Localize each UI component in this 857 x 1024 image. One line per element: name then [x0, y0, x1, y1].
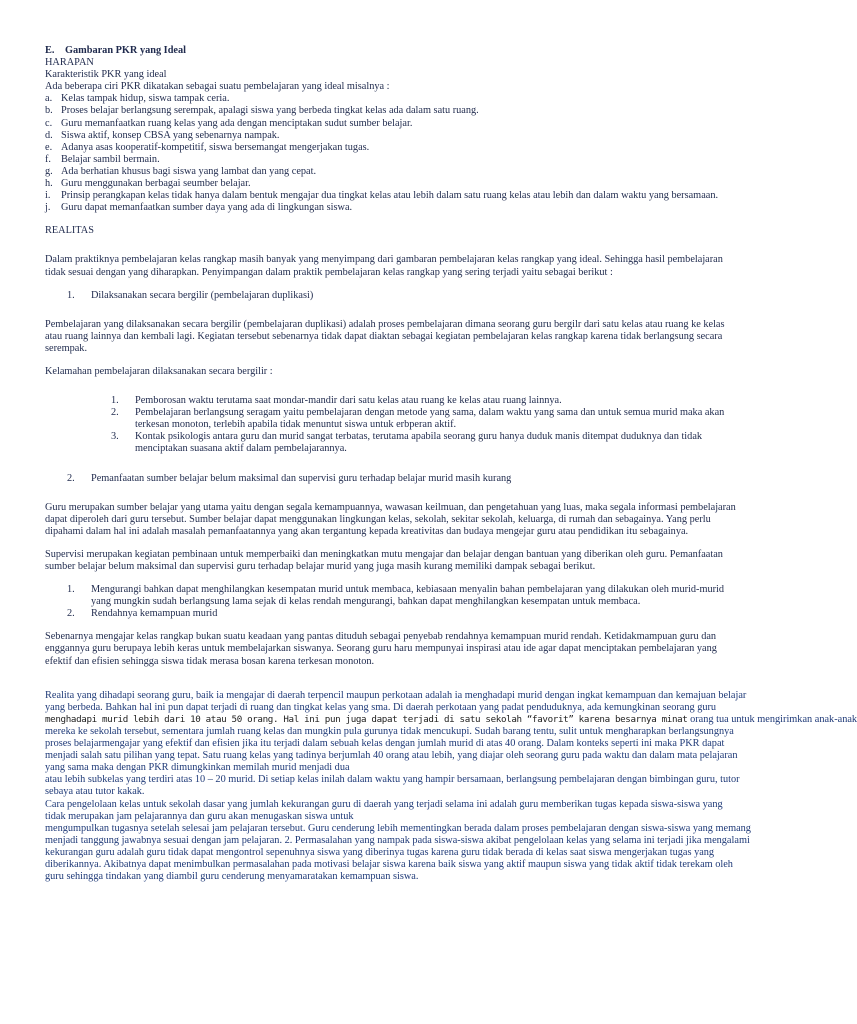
list-item: h. Guru menggunakan berbagai seumber belajar. [45, 178, 251, 190]
list-item: b. Proses belajar berlangsung serempak, apalagi siswa yang berbeda tingkat kelas ada dalam satu ruang. [45, 105, 479, 117]
list-item: j. Guru dapat memanfaatkan sumber daya yang ada di lingkungan siswa. [45, 202, 353, 214]
list-item: 1. Pemborosan waktu terutama saat mondar-mandir dari satu kelas atau ruang ke kelas atau ruang lainnya. [111, 395, 562, 407]
list-item: g. Ada berhatian khusus bagi siswa yang lambat dan yang cepat. [45, 165, 317, 177]
kelemahan-list [45, 395, 725, 455]
point-1-heading: 1. Dilaksanakan secara bergilir (pembelajaran duplikasi) [67, 289, 314, 301]
karakteristik-label: Karakteristik PKR yang ideal [45, 69, 167, 81]
section-number: E. [45, 45, 55, 56]
list-item: d. Siswa aktif, konsep CBSA yang sebenarnya nampak. [45, 129, 280, 141]
sebenarnya-paragraph: Sebenarnya mengajar kelas rangkap bukan suatu keadaan yang pantas dituduh sebagai penyebab rendahnya kemampuan murid rendah. Ketidakmampuan guru dan enggannya guru berupaya lebih keras untuk membelajarkan siswanya. Seorang guru haru mempunyai inspirasi atau ide agar dapat menciptakan pembelajaran yang efektif dan efisien sehingga siswa tidak merasa bosan karena terkesan monoton. [45, 631, 717, 667]
realitas-label: REALITAS [45, 225, 94, 237]
list-item: 3. Kontak psikologis antara guru dan murid sangat terbatas, terutama apabila seorang guru hanya duduk manis ditempat duduknya dan tidak menciptakan suasana aktif dalam pembelajarannya. [111, 431, 703, 455]
handwritten-style-text: menghadapi murid lebih dari 10 atau 50 orang. Hal ini pun juga dapat terjadi di satu sekolah “favorit” karena besarnya minat [45, 713, 688, 725]
list-item: 2. Pembelajaran berlangsung seragam yaitu pembelajaran dengan metode yang sama, dalam waktu yang sama dan untuk semua murid maka akan terkesan monoton, terlebih apabila tidak menuntut siswa untuk erbperan aktif. [111, 407, 725, 431]
realitas-paragraph: Dalam praktiknya pembelajaran kelas rangkap masih banyak yang menyimpang dari gambaran pembelajaran kelas rangkap yang ideal. Sehingga hasil pembelajaran tidak sesuai dengan yang diharapkan. Penyimpangan dalam praktik pembelajaran kelas rangkap yang sering terjadi yaitu sebagai berikut : [45, 254, 723, 278]
realita-mixed-line: menghadapi murid lebih dari 10 atau 50 orang. Hal ini pun juga dapat terjadi di satu sekolah “favorit” karena besarnya minat orang tua untuk mengirimkan anak-anak [45, 713, 857, 725]
harapan-label: HARAPAN [45, 57, 94, 69]
point-2-paragraph: Guru merupakan sumber belajar yang utama yaitu dengan segala kemampuannya, wawasan keilmuan, dan pengetahuan yang luas, maka segala informasi pembelajaran dapat diperoleh dari guru tersebut. Sumber belajar dapat menggunakan lingkungan kelas, sekolah, sekitar sekolah, keluarga, di rumah dan sebagainya. Yang perlu dipahami dalam hal ini adalah masalah pemanfaatannya yang akan tergantung kepada kreativitas dan budaya mengejar guru atau pendidikan itu sebagainya. [45, 501, 736, 537]
point-1-paragraph: Pembelajaran yang dilaksanakan secara bergilir (pembelajaran duplikasi) adalah proses pembelajaran dimana seorang guru bergilr dari satu kelas atau ruang ke kelas atau ruang lainnya dan kembali lagi. Kegiatan tersebut sebenarnya tidak dapat diaktan sebagai kegiatan pembelajaran kelas rangkap karena tidak berlangsung secara serempak. [45, 318, 725, 354]
dampak-list [45, 584, 725, 620]
list-item: 1. Mengurangi bahkan dapat menghilangkan kesempatan murid untuk membaca, kebiasaan menyalin bahan pembelajaran yang dilakukan oleh murid-murid yang mungkin sudah berlangsung lama sejak di kelas rendah mengurangi, bahkan dapat menghilangkan kesempatan untuk membaca. [67, 584, 725, 608]
section-title: Gambaran PKR yang Ideal [65, 45, 186, 56]
supervisi-paragraph: Supervisi merupakan kegiatan pembinaan untuk memperbaiki dan meningkatkan mutu mengajar dan belajar dengan bantuan yang diberikan oleh guru. Pemanfaatan sumber belajar belum maksimal dan supervisi guru terhadap belajar murid yang juga masih kurang memiliki dampak sebagai berikut. [45, 548, 723, 572]
list-item: 2. Rendahnya kemampuan murid [67, 608, 218, 620]
realita-paragraph: Realita yang dihadapi seorang guru, baik ia mengajar di daerah terpencil maupun perkotaan adalah ia menghadapi murid dengan ingkat kemampuan dan kemajuan belajar yang berbeda. Bahkan hal ini pun dapat terjadi di ruang dan tingkat kelas yang sma. Di daerah perkotaan yang padat penduduknya, ada kemungkinan seorang guru menghadapi murid lebih dari 10 atau 50 orang. Hal ini pun juga dapat terjadi di satu sekolah “favorit” karena besarnya minat orang tua untuk mengirimkan anak-anak mereka ke sekolah tersebut, sementara jumlah ruang kelas dan mungkin pula gurunya tidak mencukupi. Sudah barang tentu, sulit untuk mengharapkan berlangsungnya proses belajarmengajar yang efektif dan efisien jika itu terjadi dalam sebuah kelas dengan jumlah murid di atas 40 orang. Dalam konteks seperti ini maka PKR dapat menjadi salah satu pilihan yang tepat. Satu ruang kelas yang tadinya berjumlah 40 orang atau lebih, yang diajar oleh seorang guru pada waktu dan dalam mata pelajaran yang sama maka dengan PKR dimungkinkan memilah murid menjadi dua atau lebih subkelas yang terdiri atas 10 – 20 murid. Di setiap kelas inilah dalam waktu yang hampir bersamaan, berlangsung pembelajaran dengan bimbingan guru, tutor sebaya atau tutor kakak. Cara pengelolaan kelas untuk sekolah dasar yang jumlah kekurangan guru di daerah yang terjadi selama ini adalah guru memberikan tugas kepada siswa-siswa yang tidak merupakan jam pelajarannya dan guru akan menugaskan siswa untuk mengumpulkan tugasnya setelah selesai jam pelajaran tersebut. Guru cenderung lebih mementingkan berada dalam proses pembelajaran dengan siswa-siswa yang memang menjadi tanggung jawabnya sesuai dengan jam pelajaran. 2. Permasalahan yang nampak pada siswa-siswa akibat pengelolaan kelas yang selama ini terjadi jika mengalami kekurangan guru adalah guru tidak dapat mengontrol sepenuhnya siswa yang diberinya tugas karena guru tidak berada di kelas saat siswa mengerjakan tugas yang diberikannya. Akibatnya dapat menimbulkan permasalahan pada motivasi belajar siswa karena baik siswa yang aktif maupun siswa yang tidak aktif tidak terekam oleh guru sehingga tindakan yang diambil guru cenderung menyamaratakan kemampuan siswa. [45, 689, 857, 883]
document-page [45, 45, 857, 883]
intro-text: Ada beberapa ciri PKR dikatakan sebagai suatu pembelajaran yang ideal misalnya : [45, 81, 390, 93]
kelemahan-label: Kelamahan pembelajaran dilaksanakan secara bergilir : [45, 365, 273, 377]
list-item: e. Adanya asas kooperatif-kompetitif, siswa bersemangat mengerjakan tugas. [45, 141, 370, 153]
point-2-heading: 2. Pemanfaatan sumber belajar belum maksimal dan supervisi guru terhadap belajar murid masih kurang [67, 472, 512, 484]
list-item: a. Kelas tampak hidup, siswa tampak ceria. [45, 93, 230, 105]
section-heading [45, 45, 725, 57]
ideal-list [45, 93, 725, 214]
list-item: c. Guru memanfaatkan ruang kelas yang ada dengan menciptakan sudut sumber belajar. [45, 117, 413, 129]
list-item: f. Belajar sambil bermain. [45, 153, 160, 165]
list-item: i. Prinsip perangkapan kelas tidak hanya dalam bentuk mengajar dua tingkat kelas atau lebih dalam satu ruang kelas atau lebih dan dalam waktu yang bersamaan. [45, 190, 719, 202]
